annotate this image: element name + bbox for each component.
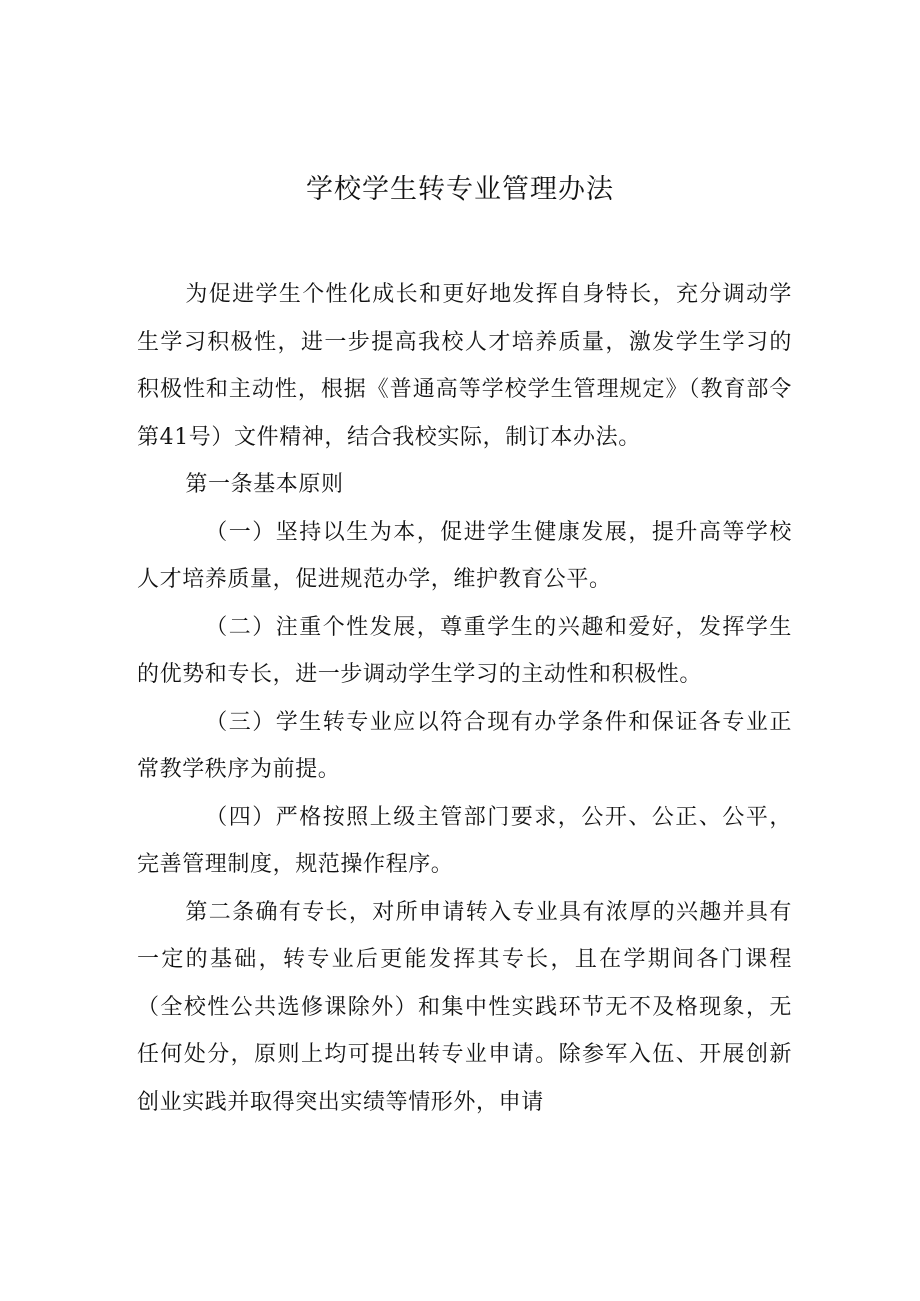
principle-4-paragraph: （四）严格按照上级主管部门要求，公开、公正、公平，完善管理制度，规范操作程序。 — [137, 804, 792, 877]
document-body — [137, 271, 792, 1126]
article-1-heading: 第一条基本原则 — [185, 472, 344, 497]
document-title: 学校学生转专业管理办法 — [306, 174, 614, 205]
preamble-paragraph: 为促进学生个性化成长和更好地发挥自身特长，充分调动学生学习积极性，进一步提高我校人才培养质量，激发学生学习的积极性和主动性，根据《普通高等学校学生管理规定》（教育部令第41号）文件精神，结合我校实际，制订本办法。 — [137, 282, 792, 450]
principle-3-paragraph: （三）学生转专业应以符合现有办学条件和保证各专业正常教学秩序为前提。 — [137, 709, 792, 782]
principle-2-paragraph: （二）注重个性发展，尊重学生的兴趣和爱好，发挥学生的优势和专长，进一步调动学生学习的主动性和积极性。 — [137, 614, 792, 687]
principle-1-paragraph: （一）坚持以生为本，促进学生健康发展，提升高等学校人才培养质量，促进规范办学，维护教育公平。 — [137, 519, 792, 592]
article-2-paragraph: 第二条确有专长，对所申请转入专业具有浓厚的兴趣并具有一定的基础，转专业后更能发挥其专长，且在学期间各门课程（全校性公共选修课除外）和集中性实践环节无不及格现象，无任何处分，原则上均可提出转专业申请。除参军入伍、开展创新创业实践并取得突出实绩等情形外，申请 — [137, 899, 792, 1115]
